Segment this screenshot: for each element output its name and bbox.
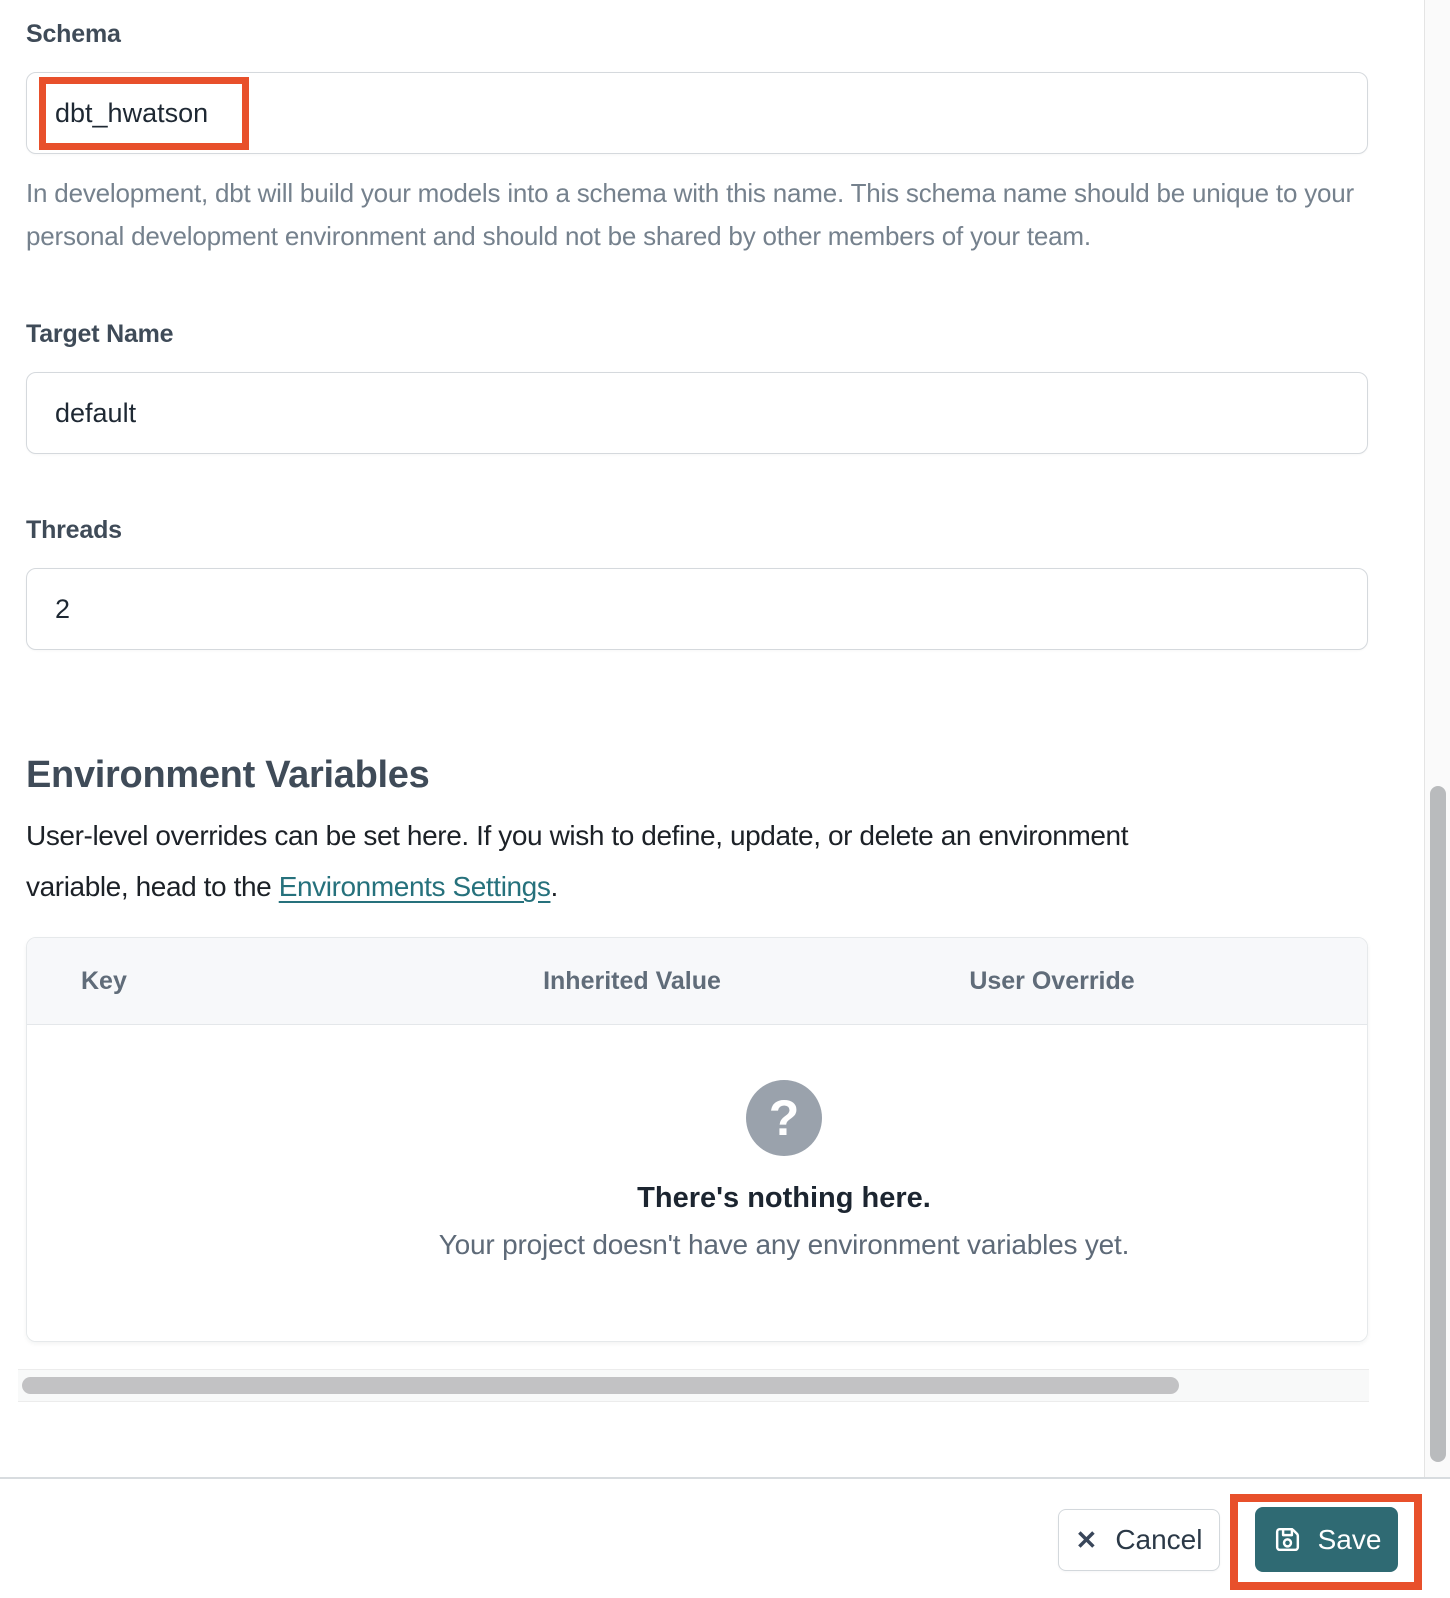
save-button-label: Save: [1317, 1523, 1382, 1555]
x-icon: ✕: [1075, 1525, 1098, 1555]
column-header-inherited-value: Inherited Value: [543, 966, 721, 995]
cancel-button[interactable]: [1058, 1509, 1220, 1571]
threads-input[interactable]: [55, 594, 1339, 625]
target-name-input[interactable]: [55, 398, 1339, 429]
env-vars-table-body: [27, 1025, 1367, 1342]
target-name-field-box: [26, 372, 1368, 454]
horizontal-scrollbar-thumb[interactable]: [22, 1377, 1179, 1394]
env-vars-description-line1: User-level overrides can be set here. If you wish to define, update, or delete an environment: [26, 820, 1129, 851]
env-vars-description: [26, 810, 1368, 912]
credentials-form: [26, 0, 1368, 1402]
horizontal-scrollbar-track[interactable]: [18, 1369, 1369, 1402]
env-vars-heading: Environment Variables: [26, 754, 430, 796]
empty-state-subtitle: Your project doesn't have any environment variables yet.: [438, 1229, 1130, 1260]
schema-help-text: In development, dbt will build your models into a schema with this name. This schema name should be unique to your personal development environment and should not be shared by other members of your team.: [26, 178, 1355, 251]
question-mark-glyph: ?: [768, 1090, 800, 1146]
schema-input[interactable]: [55, 98, 1339, 129]
env-vars-description-suffix: .: [550, 871, 558, 902]
empty-state-title: There's nothing here.: [637, 1182, 931, 1214]
cancel-button-label: Cancel: [1115, 1524, 1203, 1555]
save-icon: [1272, 1524, 1303, 1555]
schema-label: Schema: [26, 20, 121, 48]
column-header-key: Key: [81, 966, 127, 995]
vertical-scrollbar-thumb[interactable]: [1430, 786, 1446, 1462]
schema-field-box: [26, 72, 1368, 154]
footer-action-bar: [0, 1477, 1450, 1598]
environments-settings-link[interactable]: Environments Settings: [278, 871, 551, 902]
question-mark-icon: [746, 1080, 822, 1156]
env-vars-table-header-row: [27, 938, 1367, 1025]
vertical-scrollbar-track[interactable]: [1424, 0, 1450, 1477]
column-header-user-override: User Override: [969, 966, 1135, 995]
env-vars-description-line2: variable, head to the: [26, 871, 279, 902]
env-vars-table: [26, 937, 1368, 1342]
save-button[interactable]: [1255, 1507, 1398, 1572]
threads-field-box: [26, 568, 1368, 650]
threads-label: Threads: [26, 516, 122, 544]
target-name-label: Target Name: [26, 320, 174, 348]
empty-state: [374, 1080, 1194, 1261]
